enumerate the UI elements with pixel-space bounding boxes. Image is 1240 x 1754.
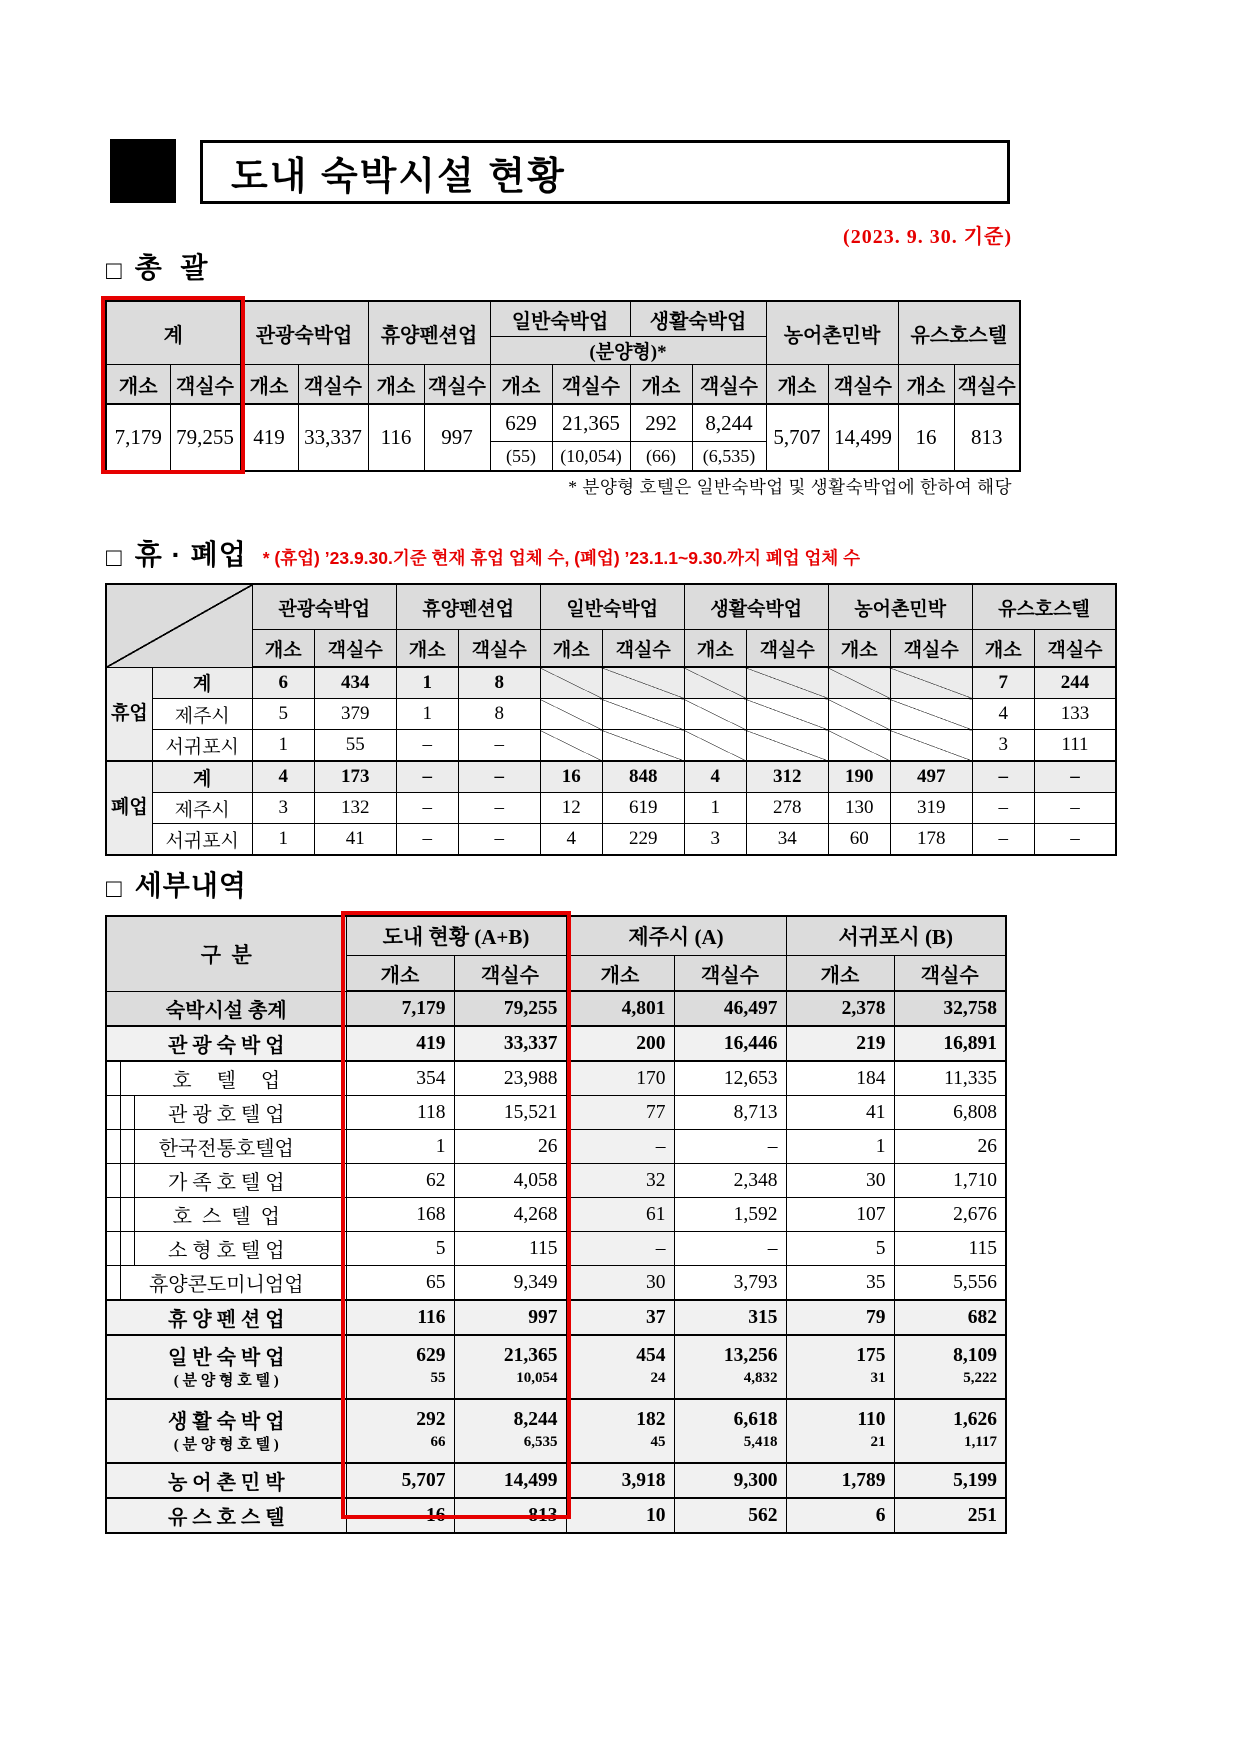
closure-cell <box>602 667 684 699</box>
subheader-places: 개소 <box>240 365 298 405</box>
closure-cell <box>828 730 890 762</box>
subheader-places: 개소 <box>828 630 890 668</box>
closure-cell: 4 <box>540 824 602 856</box>
detail-cell: 1 <box>346 1130 454 1164</box>
closure-cell <box>746 699 828 730</box>
detail-cell: 8,109 5,222 <box>894 1335 1006 1399</box>
detail-cell: 562 <box>674 1498 786 1533</box>
detail-cell: 200 <box>566 1026 674 1061</box>
detail-col-seogwipo: 서귀포시 (B) <box>786 916 1006 956</box>
detail-cell: 15,521 <box>454 1096 566 1130</box>
detail-cell: 32,758 <box>894 991 1006 1026</box>
closure-cell <box>602 730 684 762</box>
closure-cell: – <box>396 824 458 856</box>
closure-cell: 111 <box>1034 730 1116 762</box>
closure-cell: 6 <box>252 667 314 699</box>
value-farm-places: 5,707 <box>766 404 828 471</box>
closure-cell <box>540 667 602 699</box>
title-box <box>200 140 1010 204</box>
detail-row-label: 휴양콘도미니엄업 <box>106 1266 346 1301</box>
subheader-places: 개소 <box>346 956 454 992</box>
detail-table-body <box>106 991 1006 1533</box>
closure-cell: 619 <box>602 793 684 824</box>
col-group-youth: 유스호스텔 <box>898 301 1020 365</box>
closure-cell: 1 <box>684 793 746 824</box>
closure-cell: – <box>458 793 540 824</box>
detail-cell: 454 24 <box>566 1335 674 1399</box>
closure-cell: 41 <box>314 824 396 856</box>
closure-cell: – <box>1034 761 1116 793</box>
detail-cell: 118 <box>346 1096 454 1130</box>
detail-cell: 2,348 <box>674 1164 786 1198</box>
detail-cell: 6,808 <box>894 1096 1006 1130</box>
subheader-places: 개소 <box>396 630 458 668</box>
subheader-rooms: 객실수 <box>954 365 1020 405</box>
closure-row-label: 제주시 <box>152 699 252 730</box>
closure-cell: 34 <box>746 824 828 856</box>
detail-cell: 2,676 <box>894 1198 1006 1232</box>
detail-cell: 16 <box>346 1498 454 1533</box>
closure-row-label: 계 <box>152 761 252 793</box>
detail-cell: 1,710 <box>894 1164 1006 1198</box>
closure-cell: 130 <box>828 793 890 824</box>
detail-cell: 8,713 <box>674 1096 786 1130</box>
closure-cell <box>828 699 890 730</box>
detail-cell: 3,918 <box>566 1463 674 1498</box>
value-tour-rooms: 33,337 <box>298 404 368 471</box>
closure-cell: 7 <box>972 667 1034 699</box>
subvalue-general-places: (55) <box>490 442 552 472</box>
detail-cell: 37 <box>566 1300 674 1335</box>
detail-cell: 5 <box>346 1232 454 1266</box>
page-title: 도내 숙박시설 현황 <box>231 155 566 198</box>
detail-cell: 110 21 <box>786 1399 894 1463</box>
detail-cell: 9,300 <box>674 1463 786 1498</box>
detail-row-label: 생 활 숙 박 업 ( 분 양 형 호 텔 ) <box>106 1399 346 1463</box>
detail-cell: 2,378 <box>786 991 894 1026</box>
closure-cell: 1 <box>252 730 314 762</box>
subvalue-living-places: (66) <box>630 442 692 472</box>
subheader-rooms: 객실수 <box>746 630 828 668</box>
subheader-rooms: 객실수 <box>424 365 490 405</box>
detail-row-label: 일 반 숙 박 업 ( 분 양 형 호 텔 ) <box>106 1335 346 1399</box>
detail-cell: 41 <box>786 1096 894 1130</box>
subheader-places: 개소 <box>566 956 674 992</box>
closure-row-label: 서귀포시 <box>152 824 252 856</box>
detail-cell: 61 <box>566 1198 674 1232</box>
closure-row-label: 계 <box>152 667 252 699</box>
closure-cell: 173 <box>314 761 396 793</box>
closure-table <box>105 583 1117 856</box>
detail-row-label: 관 광 호 텔 업 <box>106 1096 346 1130</box>
square-bullet-icon: □ <box>106 255 123 285</box>
closure-cell: 312 <box>746 761 828 793</box>
closure-cell: – <box>458 824 540 856</box>
subheader-rooms: 객실수 <box>828 365 898 405</box>
closure-cell <box>540 730 602 762</box>
detail-row-label: 소 형 호 텔 업 <box>106 1232 346 1266</box>
detail-cell: 79 <box>786 1300 894 1335</box>
detail-cell: 997 <box>454 1300 566 1335</box>
detail-cell: 107 <box>786 1198 894 1232</box>
closure-cell: – <box>458 761 540 793</box>
detail-cell: 23,988 <box>454 1061 566 1096</box>
detail-cell: 30 <box>566 1266 674 1301</box>
closure-cell <box>602 699 684 730</box>
subheader-rooms: 객실수 <box>298 365 368 405</box>
detail-cell: 4,058 <box>454 1164 566 1198</box>
value-pension-rooms: 997 <box>424 404 490 471</box>
closure-col-youth: 유스호스텔 <box>972 584 1116 630</box>
closure-cell: 1 <box>396 699 458 730</box>
closure-cell <box>890 730 972 762</box>
col-group-pension: 휴양펜션업 <box>368 301 490 365</box>
detail-cell: 10 <box>566 1498 674 1533</box>
closure-cell: 3 <box>252 793 314 824</box>
col-group-living: 생활숙박업 <box>630 301 766 337</box>
closure-cell: 8 <box>458 699 540 730</box>
closure-col-pension: 휴양펜션업 <box>396 584 540 630</box>
subheader-rooms: 객실수 <box>692 365 766 405</box>
value-living-rooms: 8,244 <box>692 404 766 442</box>
closure-cell <box>828 667 890 699</box>
detail-cell: 115 <box>894 1232 1006 1266</box>
closure-cell <box>746 667 828 699</box>
value-youth-places: 16 <box>898 404 954 471</box>
closure-note: * (휴업) ’23.9.30.기준 현재 휴업 업체 수, (폐업) ’23.1.1~9.30.까지 폐업 업체 수 <box>262 548 861 568</box>
closure-cell: 3 <box>684 824 746 856</box>
closure-cell <box>684 699 746 730</box>
closure-cell: 55 <box>314 730 396 762</box>
detail-row-label: 유 스 호 스 텔 <box>106 1498 346 1533</box>
detail-row-label: 호 스 텔 업 <box>106 1198 346 1232</box>
detail-cell: 182 45 <box>566 1399 674 1463</box>
detail-cell: 5,556 <box>894 1266 1006 1301</box>
detail-cell: 46,497 <box>674 991 786 1026</box>
detail-cell: 14,499 <box>454 1463 566 1498</box>
subheader-places: 개소 <box>540 630 602 668</box>
detail-cell: 3,793 <box>674 1266 786 1301</box>
closure-cell <box>890 699 972 730</box>
closure-table-body <box>106 667 1116 855</box>
closure-cell: 133 <box>1034 699 1116 730</box>
detail-cell: 682 <box>894 1300 1006 1335</box>
detail-cell: 1,592 <box>674 1198 786 1232</box>
detail-cell: 629 55 <box>346 1335 454 1399</box>
section-detail-heading <box>106 864 247 904</box>
detail-cell: 13,256 4,832 <box>674 1335 786 1399</box>
detail-cell: 115 <box>454 1232 566 1266</box>
subheader-rooms: 객실수 <box>1034 630 1116 668</box>
section-detail-title: 세부내역 <box>134 870 247 901</box>
value-youth-rooms: 813 <box>954 404 1020 471</box>
closure-row-label: 제주시 <box>152 793 252 824</box>
detail-cell: 1 <box>786 1130 894 1164</box>
subheader-rooms: 객실수 <box>894 956 1006 992</box>
detail-cell: – <box>566 1232 674 1266</box>
detail-col0-header: 구 분 <box>106 916 346 991</box>
subheader-places: 개소 <box>972 630 1034 668</box>
subheader-rooms: 객실수 <box>890 630 972 668</box>
detail-cell: 168 <box>346 1198 454 1232</box>
detail-row-label: 한국전통호텔업 <box>106 1130 346 1164</box>
detail-cell: 292 66 <box>346 1399 454 1463</box>
closure-cell: – <box>1034 824 1116 856</box>
closure-cell: 132 <box>314 793 396 824</box>
subvalue-living-rooms: (6,535) <box>692 442 766 472</box>
closure-group-label: 휴업 <box>106 667 152 761</box>
detail-cell: 77 <box>566 1096 674 1130</box>
closure-cell: 190 <box>828 761 890 793</box>
closure-cell <box>684 730 746 762</box>
detail-cell: – <box>674 1232 786 1266</box>
closure-cell: 12 <box>540 793 602 824</box>
closure-cell: – <box>972 793 1034 824</box>
subheader-places: 개소 <box>490 365 552 405</box>
detail-cell: 4,801 <box>566 991 674 1026</box>
detail-cell: 419 <box>346 1026 454 1061</box>
detail-cell: 184 <box>786 1061 894 1096</box>
detail-cell: 35 <box>786 1266 894 1301</box>
subheader-places: 개소 <box>684 630 746 668</box>
closure-cell: 16 <box>540 761 602 793</box>
closure-row-label: 서귀포시 <box>152 730 252 762</box>
detail-cell: 315 <box>674 1300 786 1335</box>
detail-cell: 6 <box>786 1498 894 1533</box>
overview-footnote: * 분양형 호텔은 일반숙박업 및 생활숙박업에 한하여 해당 <box>568 477 1012 497</box>
subheader-rooms: 객실수 <box>458 630 540 668</box>
closure-cell <box>890 667 972 699</box>
section-closure-title: 휴 · 폐업 <box>134 539 247 570</box>
detail-cell: 1,789 <box>786 1463 894 1498</box>
closure-col-living: 생활숙박업 <box>684 584 828 630</box>
closure-cell: 60 <box>828 824 890 856</box>
closure-group-label: 폐업 <box>106 761 152 855</box>
closure-cell: 434 <box>314 667 396 699</box>
closure-cell: 379 <box>314 699 396 730</box>
detail-cell: 5,199 <box>894 1463 1006 1498</box>
closure-cell <box>684 667 746 699</box>
closure-cell: 244 <box>1034 667 1116 699</box>
closure-cell: 229 <box>602 824 684 856</box>
closure-cell: – <box>396 793 458 824</box>
square-bullet-icon: □ <box>106 542 123 572</box>
subheader-places: 개소 <box>106 365 170 405</box>
closure-cell: 3 <box>972 730 1034 762</box>
subvalue-general-rooms: (10,054) <box>552 442 630 472</box>
subheader-places: 개소 <box>786 956 894 992</box>
subheader-rooms: 객실수 <box>454 956 566 992</box>
detail-cell: 33,337 <box>454 1026 566 1061</box>
col-group-total: 계 <box>106 301 240 365</box>
detail-cell: 16,446 <box>674 1026 786 1061</box>
value-pension-places: 116 <box>368 404 424 471</box>
subheader-rooms: 객실수 <box>552 365 630 405</box>
subheader-places: 개소 <box>368 365 424 405</box>
subheader-places: 개소 <box>630 365 692 405</box>
col-group-general: 일반숙박업 <box>490 301 630 337</box>
closure-cell: 319 <box>890 793 972 824</box>
corner-diagonal-cell <box>106 584 252 667</box>
closure-cell: 278 <box>746 793 828 824</box>
value-general-places: 629 <box>490 404 552 442</box>
closure-col-farm: 농어촌민박 <box>828 584 972 630</box>
closure-cell: 1 <box>396 667 458 699</box>
detail-cell: 354 <box>346 1061 454 1096</box>
subheader-rooms: 객실수 <box>314 630 396 668</box>
closure-cell: – <box>396 761 458 793</box>
detail-cell: – <box>566 1130 674 1164</box>
detail-cell: 79,255 <box>454 991 566 1026</box>
detail-col-jeju: 제주시 (A) <box>566 916 786 956</box>
closure-cell: 8 <box>458 667 540 699</box>
detail-col-province: 도내 현황 (A+B) <box>346 916 566 956</box>
detail-cell: 8,244 6,535 <box>454 1399 566 1463</box>
closure-cell: 848 <box>602 761 684 793</box>
detail-cell: 30 <box>786 1164 894 1198</box>
section-overview-heading <box>106 246 208 286</box>
closure-cell: 1 <box>252 824 314 856</box>
detail-cell: 32 <box>566 1164 674 1198</box>
closure-col-tour: 관광숙박업 <box>252 584 396 630</box>
col-group-farm: 농어촌민박 <box>766 301 898 365</box>
detail-row-label: 호 텔 업 <box>106 1061 346 1096</box>
detail-cell: 26 <box>894 1130 1006 1164</box>
subheader-rooms: 객실수 <box>674 956 786 992</box>
detail-cell: 65 <box>346 1266 454 1301</box>
value-general-rooms: 21,365 <box>552 404 630 442</box>
detail-cell: 11,335 <box>894 1061 1006 1096</box>
closure-cell: 4 <box>972 699 1034 730</box>
subheader-rooms: 객실수 <box>602 630 684 668</box>
closure-cell: 4 <box>684 761 746 793</box>
detail-cell: 4,268 <box>454 1198 566 1232</box>
closure-cell: – <box>458 730 540 762</box>
detail-cell: 5 <box>786 1232 894 1266</box>
closure-cell: 5 <box>252 699 314 730</box>
col-group-tour: 관광숙박업 <box>240 301 368 365</box>
detail-cell: 26 <box>454 1130 566 1164</box>
date-note: (2023. 9. 30. 기준) <box>843 226 1012 248</box>
subheader-places: 개소 <box>766 365 828 405</box>
detail-cell: – <box>674 1130 786 1164</box>
value-tour-places: 419 <box>240 404 298 471</box>
detail-row-label: 숙박시설 총계 <box>106 991 346 1026</box>
detail-row-label: 가 족 호 텔 업 <box>106 1164 346 1198</box>
detail-cell: 9,349 <box>454 1266 566 1301</box>
detail-row-label: 농 어 촌 민 박 <box>106 1463 346 1498</box>
detail-cell: 1,626 1,117 <box>894 1399 1006 1463</box>
value-total-places: 7,179 <box>106 404 170 471</box>
detail-cell: 170 <box>566 1061 674 1096</box>
closure-col-general: 일반숙박업 <box>540 584 684 630</box>
detail-cell: 175 31 <box>786 1335 894 1399</box>
detail-cell: 5,707 <box>346 1463 454 1498</box>
closure-cell <box>540 699 602 730</box>
detail-cell: 7,179 <box>346 991 454 1026</box>
closure-cell: – <box>1034 793 1116 824</box>
value-farm-rooms: 14,499 <box>828 404 898 471</box>
detail-cell: 62 <box>346 1164 454 1198</box>
section-overview-title: 총 괄 <box>134 252 209 283</box>
detail-cell: 6,618 5,418 <box>674 1399 786 1463</box>
closure-cell: 497 <box>890 761 972 793</box>
closure-cell: 4 <box>252 761 314 793</box>
detail-cell: 813 <box>454 1498 566 1533</box>
square-bullet-icon: □ <box>106 873 123 903</box>
detail-cell: 116 <box>346 1300 454 1335</box>
detail-cell: 219 <box>786 1026 894 1061</box>
closure-cell: 178 <box>890 824 972 856</box>
detail-cell: 251 <box>894 1498 1006 1533</box>
detail-row-label: 휴 양 펜 션 업 <box>106 1300 346 1335</box>
closure-cell: – <box>396 730 458 762</box>
detail-row-label: 관 광 숙 박 업 <box>106 1026 346 1061</box>
value-total-rooms: 79,255 <box>170 404 240 471</box>
value-living-places: 292 <box>630 404 692 442</box>
subheader-places: 개소 <box>252 630 314 668</box>
title-square-decoration <box>110 139 176 203</box>
overview-table <box>105 300 1021 472</box>
detail-table <box>105 915 1007 1534</box>
closure-cell: – <box>972 761 1034 793</box>
col-group-subnote: (분양형)* <box>490 337 766 365</box>
detail-cell: 16,891 <box>894 1026 1006 1061</box>
section-closure-heading <box>106 533 860 573</box>
closure-cell <box>746 730 828 762</box>
subheader-places: 개소 <box>898 365 954 405</box>
detail-cell: 21,365 10,054 <box>454 1335 566 1399</box>
subheader-rooms: 객실수 <box>170 365 240 405</box>
closure-cell: – <box>972 824 1034 856</box>
detail-cell: 12,653 <box>674 1061 786 1096</box>
